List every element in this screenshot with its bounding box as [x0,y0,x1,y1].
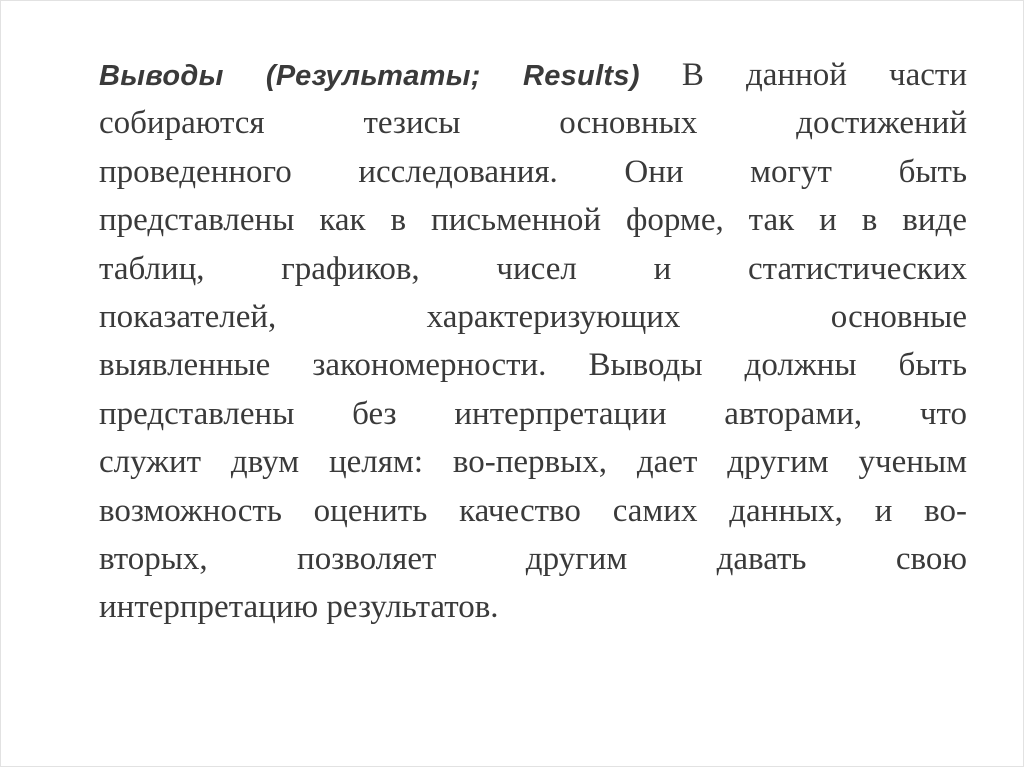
paragraph-line: служит двум целям: во-первых, дает другим ученым [99,444,967,481]
paragraph-line: возможность оценить качество самих данных, и во- [99,492,967,529]
paragraph-line: представлены как в письменной форме, так и в виде [99,202,967,239]
paragraph-line: выявленные закономерности. Выводы должны быть [99,347,967,384]
paragraph-line: собираются тезисы основных достижений [99,105,967,142]
section-heading-lead: Выводы (Результаты; Results) [99,60,640,92]
paragraph-line-1 [99,51,967,99]
paragraph-line: показателей, характеризующих основные [99,298,967,335]
paragraph-line-last: интерпретацию результатов. [99,589,499,626]
results-paragraph [99,51,967,632]
paragraph-line: проведенного исследования. Они могут быть [99,153,967,190]
paragraph-line-1-rest: В данной части [639,57,967,93]
paragraph-line: вторых, позволяет другим давать свою [99,540,967,577]
paragraph-line: таблиц, графиков, чисел и статистических [99,250,967,287]
paragraph-line: представлены без интерпретации авторами, что [99,395,967,432]
